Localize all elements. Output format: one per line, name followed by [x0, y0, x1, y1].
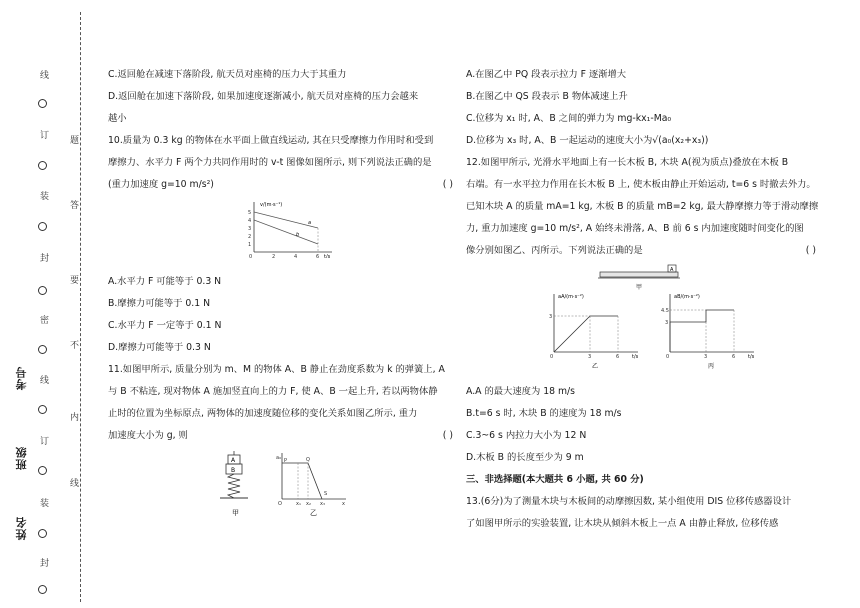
binding-inner-mark: 要	[68, 275, 78, 284]
q11-option-b: B.在图乙中 QS 段表示 B 物体减速上升	[466, 91, 628, 102]
section-heading: 三、非选择题(本大题共 6 小题, 共 60 分)	[466, 474, 644, 485]
svg-text:0: 0	[249, 254, 253, 258]
svg-text:O: O	[278, 501, 282, 507]
q11-figures	[108, 451, 453, 521]
svg-text:A: A	[670, 267, 674, 273]
q11-fig-jia: 甲	[232, 509, 239, 517]
svg-text:4.5: 4.5	[661, 308, 669, 314]
q11-stem: 止时的位置为坐标原点, 两物体的加速度随位移的变化关系如图乙所示, 重力	[108, 408, 418, 419]
q12-board-figure	[598, 265, 680, 291]
binding-circle	[38, 405, 47, 414]
svg-text:6: 6	[316, 254, 320, 258]
svg-text:6: 6	[732, 354, 736, 360]
q13-stem: 13.(6分)为了测量木块与木板间的动摩擦因数, 某小组使用 DIS 位移传感器设计	[466, 496, 792, 507]
left-column	[108, 64, 453, 534]
right-column	[466, 64, 819, 535]
svg-text:b: b	[296, 232, 300, 238]
svg-text:3: 3	[248, 226, 252, 232]
binding-circle	[38, 585, 47, 594]
q13-stem: 了如图甲所示的实验装置, 让木块从倾斜木板上一点 A 由静止释放, 位移传感	[466, 518, 779, 529]
svg-text:Q: Q	[306, 457, 310, 463]
binding-mark: 装	[38, 191, 48, 200]
binding-inner-mark: 题	[68, 135, 78, 144]
q11-stem: 11.如图甲所示, 质量分别为 m、M 的物体 A、B 静止在劲度系数为 k 的弹簧上, A	[108, 364, 445, 375]
svg-text:x₁: x₁	[296, 501, 301, 507]
q12-stem: 右端。有一水平拉力作用在长木板 B 上, 使木板由静止开始运动, t=6 s 时撤去外力。	[466, 179, 816, 190]
q11-stem-row	[108, 425, 453, 447]
q10-xlabel: t/s	[324, 254, 331, 258]
q10-option-b: B.摩擦力可能等于 0.1 N	[108, 298, 211, 309]
svg-text:4: 4	[294, 254, 298, 258]
q12-option-b: B.t=6 s 时, 木块 B 的速度为 18 m/s	[466, 408, 622, 419]
svg-text:6: 6	[616, 354, 620, 360]
binding-mark: 订	[38, 436, 48, 445]
q12-chart-a	[549, 294, 639, 370]
svg-text:3: 3	[549, 314, 553, 320]
q10-stem: 10.质量为 0.3 kg 的物体在水平面上做直线运动, 其在只受摩擦力作用时和受到	[108, 135, 434, 146]
svg-text:A: A	[231, 457, 236, 464]
q11-option-a: A.在图乙中 PQ 段表示拉力 F 逐渐增大	[466, 69, 627, 80]
binding-inner-mark: 内	[68, 412, 78, 421]
svg-text:2: 2	[248, 234, 252, 240]
svg-text:x: x	[342, 501, 345, 507]
svg-text:0: 0	[666, 354, 670, 360]
q11-ax-graph	[276, 453, 346, 517]
binding-inner-mark: 不	[68, 340, 78, 349]
q12-stem: 力, 重力加速度 g=10 m/s², A 始终未滑落, A、B 前 6 s 内加速度随时间变化的图	[466, 223, 804, 234]
class-label: 班级	[15, 446, 28, 470]
q12-chart-a-xlabel: t/s	[632, 354, 639, 360]
q12-stem: 12.如图甲所示, 光滑水平地面上有一长木板 B, 木块 A(视为质点)叠放在木板 B	[466, 157, 789, 168]
svg-text:P: P	[284, 458, 288, 464]
svg-text:a₀: a₀	[276, 455, 282, 461]
binding-mark: 装	[38, 498, 48, 507]
binding-circle	[38, 99, 47, 108]
binding-mark: 封	[38, 253, 48, 262]
binding-circle	[38, 466, 47, 475]
binding-circle	[38, 529, 47, 538]
svg-text:2: 2	[272, 254, 276, 258]
q12-chart-b-ylabel: aB/(m·s⁻²)	[674, 294, 700, 300]
svg-text:S: S	[324, 491, 328, 497]
q11-stem: 加速度大小为 g, 则	[108, 430, 188, 441]
q12-fig-yi: 乙	[592, 363, 599, 370]
svg-text:4: 4	[248, 218, 252, 224]
q12-chart-a-ylabel: aA/(m·s⁻²)	[558, 294, 584, 300]
q12-fig-jia: 甲	[636, 284, 643, 291]
binding-mark: 密	[38, 315, 48, 324]
q11-stem: 与 B 不粘连, 现对物体 A 施加竖直向上的力 F, 使 A、B 一起上升, 若以两物体静	[108, 386, 438, 397]
q10-ylabel: v/(m·s⁻¹)	[260, 202, 283, 208]
q10-option-d: D.摩擦力可能等于 0.3 N	[108, 342, 211, 353]
svg-text:5: 5	[248, 210, 252, 216]
q12-chart-b	[661, 294, 755, 370]
binding-circle	[38, 345, 47, 354]
svg-text:B: B	[231, 467, 236, 474]
svg-text:a: a	[308, 220, 312, 226]
q10-option-c: C.水平力 F 一定等于 0.1 N	[108, 320, 222, 331]
binding-circle	[38, 222, 47, 231]
q12-fig-bing: 丙	[708, 363, 715, 370]
q9-option-c: C.返回舱在减速下落阶段, 航天员对座椅的压力大于其重力	[108, 69, 347, 80]
q10-option-a: A.水平力 F 可能等于 0.3 N	[108, 276, 222, 287]
q10-stem-row	[108, 174, 453, 196]
binding-mark: 线	[38, 70, 48, 79]
binding-mark: 线	[38, 375, 48, 384]
q11-option-d: D.位移为 x₃ 时, A、B 一起运动的速度大小为√(a₀(x₂+x₃))	[466, 135, 709, 146]
q11-fig-yi: 乙	[310, 509, 317, 517]
q12-stem: 已知木块 A 的质量 mA=1 kg, 木板 B 的质量 mB=2 kg, 最大静摩擦力等于滑动摩擦	[466, 201, 819, 212]
q10-stem: 摩擦力、水平力 F 两个力共同作用时的 v-t 图像如图所示, 则下列说法正确的是	[108, 157, 432, 168]
svg-text:3: 3	[704, 354, 708, 360]
answer-bracket: ( )	[805, 245, 816, 256]
svg-text:0: 0	[550, 354, 554, 360]
svg-text:3: 3	[588, 354, 592, 360]
q12-stem: 像分别如图乙、丙所示。下列说法正确的是	[466, 245, 643, 256]
q12-option-d: D.木板 B 的长度至少为 9 m	[466, 452, 584, 463]
binding-mark: 封	[38, 558, 48, 567]
svg-text:x₂: x₂	[306, 501, 311, 507]
name-label: 姓名	[15, 516, 28, 540]
q12-figures	[466, 262, 816, 372]
q10-stem: (重力加速度 g=10 m/s²)	[108, 179, 214, 190]
binding-inner-mark: 答	[68, 200, 78, 209]
q9-option-d: D.返回舱在加速下落阶段, 如果加速度逐渐减小, 航天员对座椅的压力会越来	[108, 91, 419, 102]
binding-inner-mark: 线	[68, 478, 78, 487]
svg-text:x₃: x₃	[320, 501, 325, 507]
binding-dashed-line	[80, 12, 81, 602]
q11-option-c: C.位移为 x₁ 时, A、B 之间的弹力为 mg-kx₁-Ma₀	[466, 113, 672, 124]
q12-option-a: A.A 的最大速度为 18 m/s	[466, 386, 576, 397]
q10-vt-graph	[108, 200, 453, 258]
binding-mark: 订	[38, 130, 48, 139]
binding-circle	[38, 161, 47, 170]
answer-bracket: ( )	[442, 430, 453, 441]
q12-chart-b-xlabel: t/s	[748, 354, 755, 360]
svg-text:1: 1	[248, 242, 252, 248]
svg-text:3: 3	[665, 320, 669, 326]
answer-bracket: ( )	[442, 179, 453, 190]
binding-circle	[38, 286, 47, 295]
student-id-label: 考号	[15, 366, 28, 390]
q9-option-d-cont: 越小	[108, 113, 127, 124]
q11-spring-figure	[220, 451, 248, 517]
q12-option-c: C.3~6 s 内拉力大小为 12 N	[466, 430, 587, 441]
q12-stem-row	[466, 240, 816, 262]
